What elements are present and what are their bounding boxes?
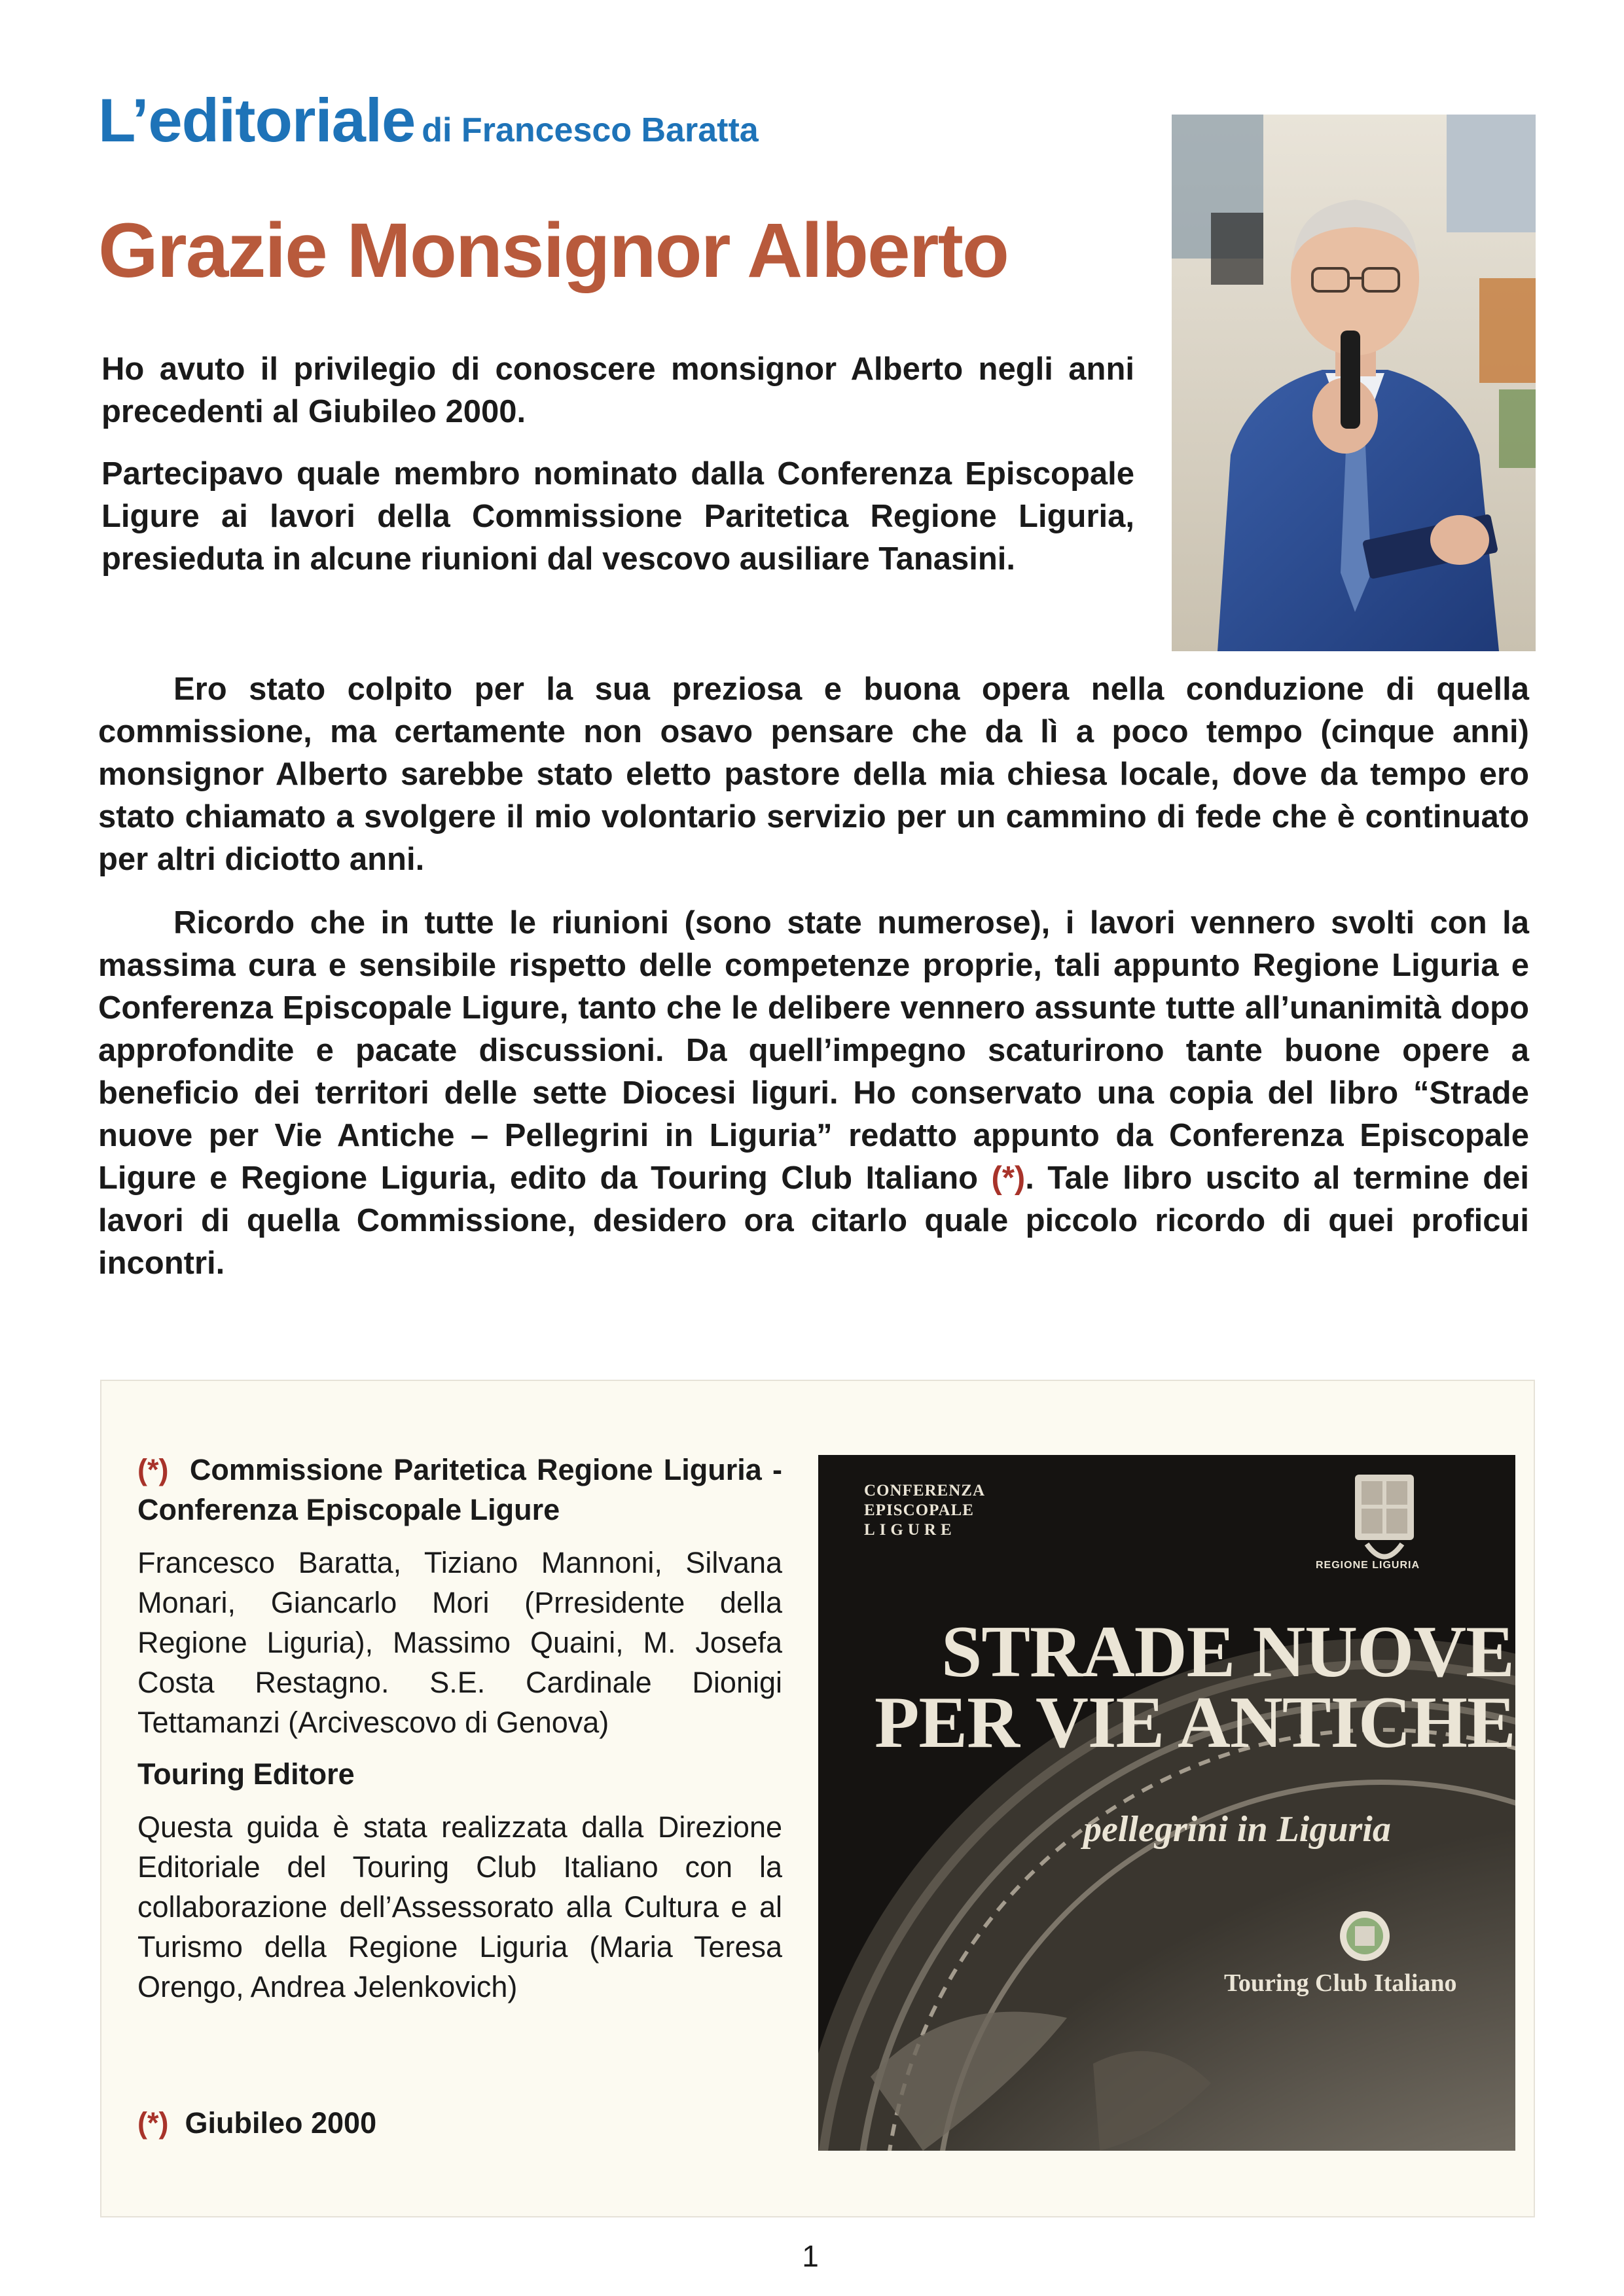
footnote-heading-text: Commissione Paritetica Regione Liguria - Conferenza Episcopale Ligure [137, 1453, 782, 1526]
cover-subtitle: pellegrini in Liguria [1083, 1809, 1391, 1850]
cover-title-line: STRADE NUOVE [941, 1611, 1514, 1693]
cover-cel-label [864, 1481, 985, 1540]
footnote-members: Francesco Baratta, Tiziano Mannoni, Silvana Monari, Giancarlo Mori (Prresidente della Regione Liguria), Massimo Quaini, M. Josefa Costa Restagno. S.E. Cardinale Dionigi Tettamanzi (Arcivescovo di Genova) [137, 1546, 782, 1739]
footnote-heading [137, 1450, 782, 1530]
body-text-span: Ricordo che in tutte le riunioni (sono state numerose), i lavori vennero svolti con la massima cura e sensibile rispetto delle competenze proprie, tali appunto Regione Liguria e Conferenza Episcopale Ligure, tanto che le delibere vennero assunte tutte all’unanimità dopo approfondite e pacate discussioni. Da quell’impegno scaturirono tante buone opere a beneficio dei territori delle sette Diocesi liguri. Ho conservato una copia del libro “Strade nuove per Vie Antiche – Pellegrini in Liguria” redatto appunto da Conferenza Episcopale Ligure e Regione Liguria, edito da Touring Club Italiano [98, 905, 1529, 1196]
footnote-publisher: Touring Editore [137, 1757, 355, 1791]
footnote-description: Questa guida è stata realizzata dalla Direzione Editoriale del Touring Club Italiano con la collaborazione dell’Assessorato alla Cultura e al Turismo della Regione Liguria (Maria Teresa Orengo, Andrea Jelenkovich) [137, 1810, 782, 2003]
book-cover [818, 1455, 1515, 2151]
cover-region-label: REGIONE LIGURIA [1316, 1560, 1420, 1571]
cover-publisher: Touring Club Italiano [1224, 1969, 1457, 1997]
footnote-jubilee [137, 2106, 376, 2140]
cover-cel-line: EPISCOPALE [864, 1501, 974, 1519]
intro-text [101, 348, 1134, 600]
portrait-illustration [1172, 115, 1536, 651]
footnote-marker: (*) [137, 1453, 169, 1486]
cover-cel-line: CONFERENZA [864, 1482, 986, 1499]
body-text-span: . Tale libro uscito al termine dei lavori di quella Commissione, desidero ora citarlo quale piccolo ricordo di quei proficui incontri. [98, 1160, 1529, 1281]
page-title: Grazie Monsignor Alberto [98, 207, 1008, 294]
intro-paragraph: Partecipavo quale membro nominato dalla Conferenza Episcopale Ligure ai lavori della Commissione Paritetica Regione Liguria, presieduta in alcune riunioni dal vescovo ausiliare Tanasini. [101, 456, 1134, 577]
footnote-jubilee-text: Giubileo 2000 [185, 2106, 377, 2140]
page-number: 1 [802, 2239, 819, 2273]
footnote-text [137, 1450, 782, 2018]
editorial-header [98, 85, 759, 156]
body-paragraph: Ero stato colpito per la sua preziosa e buona opera nella conduzione di quella commissione, ma certamente non osavo pensare che da lì a poco tempo (cinque anni) monsignor Alberto sarebbe stato eletto pastore della mia chiesa locale, dove da tempo ero stato chiamato a svolgere il mio volontario servizio per un cammino di fede che è continuato per altri diciotto anni. [98, 672, 1529, 877]
footnote-marker: (*) [991, 1160, 1026, 1196]
body-paragraph [98, 902, 1529, 1285]
main-text [98, 668, 1529, 1306]
section-label: L’editoriale [98, 86, 416, 154]
intro-paragraph: Ho avuto il privilegio di conoscere monsignor Alberto negli anni precedenti al Giubileo 2000. [101, 351, 1134, 429]
author-byline: di Francesco Baratta [422, 111, 759, 149]
footnote-marker: (*) [137, 2106, 169, 2140]
cover-cel-line: LIGURE [864, 1521, 956, 1539]
portrait-photo [1172, 115, 1536, 651]
cover-title-line: PER VIE ANTICHE [875, 1682, 1515, 1763]
